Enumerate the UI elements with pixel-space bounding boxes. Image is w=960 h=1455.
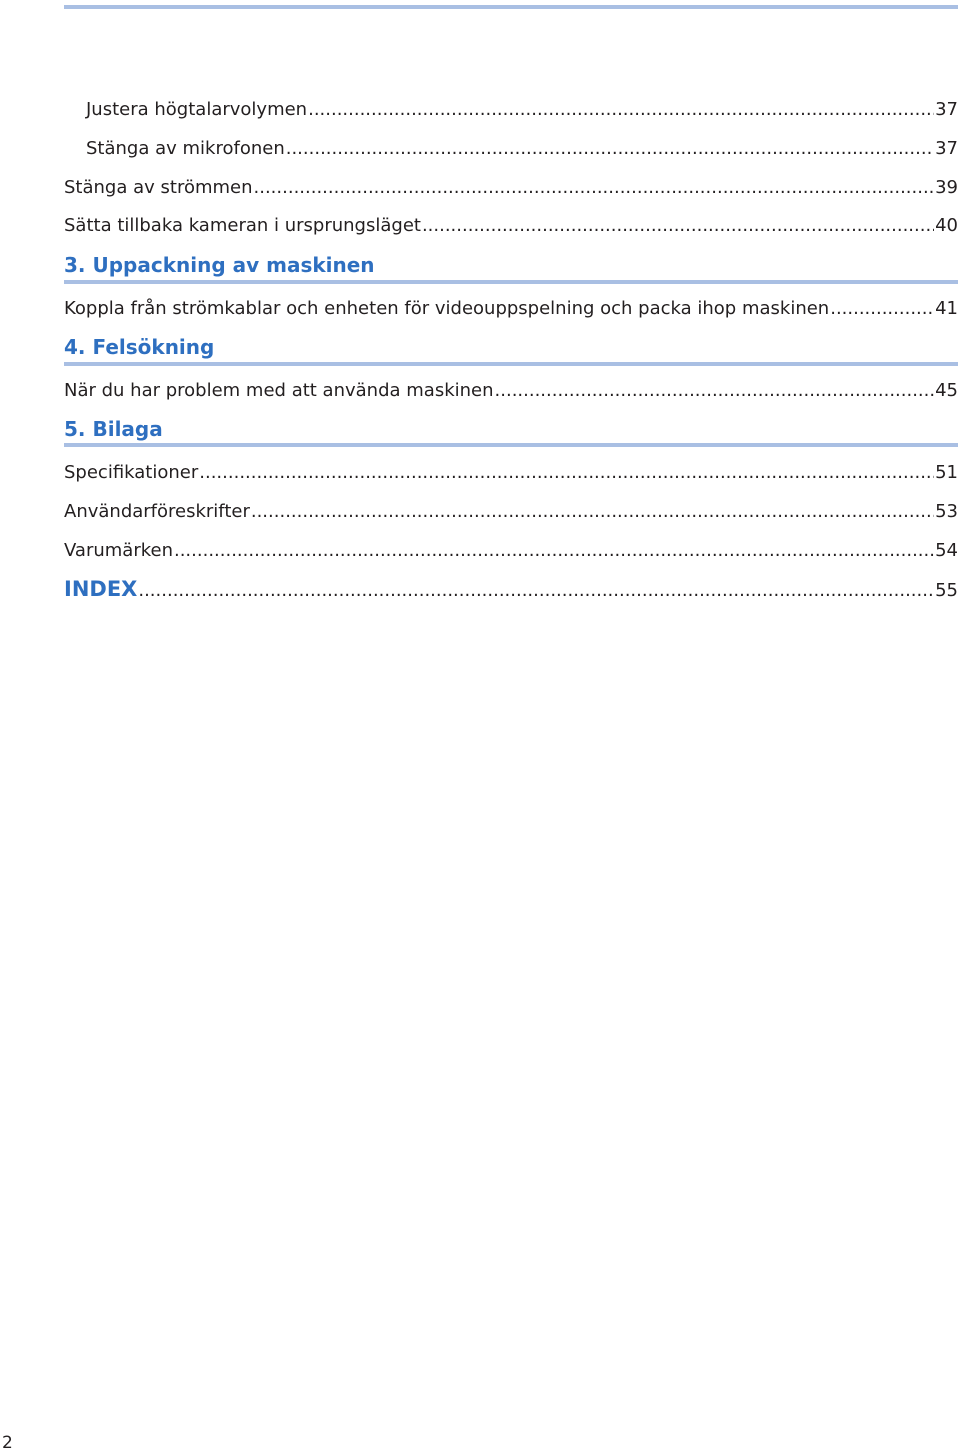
index-label: INDEX [64,577,138,601]
toc-entry-page: 37 [935,99,958,120]
toc-entry[interactable] [64,539,958,563]
toc-entry-page: 39 [935,177,958,198]
toc-entry-page: 40 [935,215,958,236]
leader-dots [308,98,934,122]
toc-entry-label: Användarföreskrifter [64,501,250,522]
leader-dots [830,297,934,321]
toc-entry-page: 37 [935,138,958,159]
leader-dots [199,461,934,485]
toc-entry-page: 41 [935,298,958,319]
toc-entry-label: Koppla från strömkablar och enheten för videouppspelning och packa ihop maskinen [64,298,830,319]
toc-entry-label: Stänga av mikrofonen [86,138,285,159]
toc-entry-label: Specifikationer [64,462,199,483]
toc-index-entry[interactable] [64,576,958,600]
chapter-heading[interactable]: 3. Uppackning av maskinen [64,253,375,277]
leader-dots [286,137,934,161]
chapter-rule [64,443,958,447]
leader-dots [422,214,934,238]
toc-entry[interactable] [64,500,958,524]
leader-dots [174,539,934,563]
toc-entry[interactable] [64,176,958,200]
chapter-rule [64,362,958,366]
toc-entry-page: 54 [935,540,958,561]
chapter-heading[interactable]: 4. Felsökning [64,335,215,359]
toc-entry-label: Justera högtalarvolymen [86,99,308,120]
toc-entry[interactable] [64,461,958,485]
toc-entry-page: 45 [935,380,958,401]
leader-dots [251,500,934,524]
toc-entry-page: 53 [935,501,958,522]
page-number: 2 [2,1433,13,1453]
toc-entry-label: Varumärken [64,540,173,561]
toc-entry[interactable] [64,379,958,403]
toc-entry-label: Sätta tillbaka kameran i ursprungsläget [64,215,421,236]
toc-entry-label: Stänga av strömmen [64,177,253,198]
top-rule [64,5,958,9]
leader-dots [138,578,934,604]
chapter-heading[interactable]: 5. Bilaga [64,417,163,441]
toc-entry[interactable] [86,137,958,161]
toc-entry[interactable] [86,98,958,122]
leader-dots [495,379,935,403]
toc-entry[interactable] [64,214,958,238]
toc-entry-label: När du har problem med att använda maskinen [64,380,494,401]
toc-entry-page: 51 [935,462,958,483]
chapter-rule [64,280,958,284]
index-page: 55 [935,580,958,601]
leader-dots [254,176,935,200]
toc-entry[interactable] [64,297,958,321]
